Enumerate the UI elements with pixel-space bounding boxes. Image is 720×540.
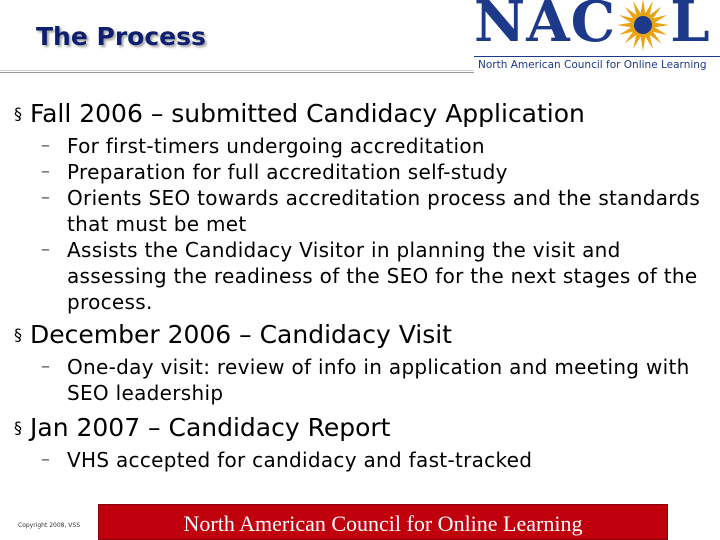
star-burst-icon <box>616 0 670 52</box>
list-item-text: Preparation for full accreditation self-study <box>67 160 508 184</box>
footer-banner-text: North American Council for Online Learning <box>183 511 583 536</box>
section-bullet: § <box>14 418 22 437</box>
section-heading-text: December 2006 – Candidacy Visit <box>30 320 452 349</box>
list-item <box>14 237 714 315</box>
section-bullet: § <box>14 325 22 344</box>
slide-body <box>14 98 714 473</box>
logo-wordmark-left: NAC <box>474 0 617 55</box>
list-item <box>14 354 714 406</box>
list-item-text: Orients SEO towards accreditation process and the standards that must be met <box>67 186 701 236</box>
copyright-notice: Copyright 2008, VSS <box>18 522 81 529</box>
list-item-text: One-day visit: review of info in application and meeting with SEO leadership <box>67 355 690 405</box>
list-item-text: Assists the Candidacy Visitor in planning the visit and assessing the readiness of the SEO for the next stages of the process. <box>67 238 698 314</box>
logo-tagline: North American Council for Online Learning <box>474 56 720 73</box>
list-item <box>14 185 714 237</box>
logo-wordmark-right: L <box>670 0 711 55</box>
title-divider-shadow <box>0 70 476 71</box>
list-item-text: VHS accepted for candidacy and fast-tracked <box>67 448 533 472</box>
logo-wordmark <box>474 0 711 55</box>
item-dash: – <box>41 449 51 470</box>
item-dash: – <box>41 161 51 182</box>
slide-title: The Process <box>36 22 206 51</box>
section-heading <box>14 319 714 351</box>
item-dash: – <box>41 239 51 260</box>
list-item <box>14 447 714 473</box>
item-dash: – <box>41 356 51 377</box>
nacol-logo <box>472 0 720 74</box>
section-heading-text: Fall 2006 – submitted Candidacy Application <box>30 99 585 128</box>
footer-banner <box>98 504 668 540</box>
item-dash: – <box>41 187 51 208</box>
list-item <box>14 159 714 185</box>
title-divider <box>0 72 476 73</box>
section-heading <box>14 98 714 130</box>
list-item-text: For first-timers undergoing accreditation <box>67 134 485 158</box>
item-dash: – <box>41 135 51 156</box>
section-heading <box>14 412 714 444</box>
list-item <box>14 133 714 159</box>
section-bullet: § <box>14 104 22 123</box>
section-heading-text: Jan 2007 – Candidacy Report <box>30 413 391 442</box>
